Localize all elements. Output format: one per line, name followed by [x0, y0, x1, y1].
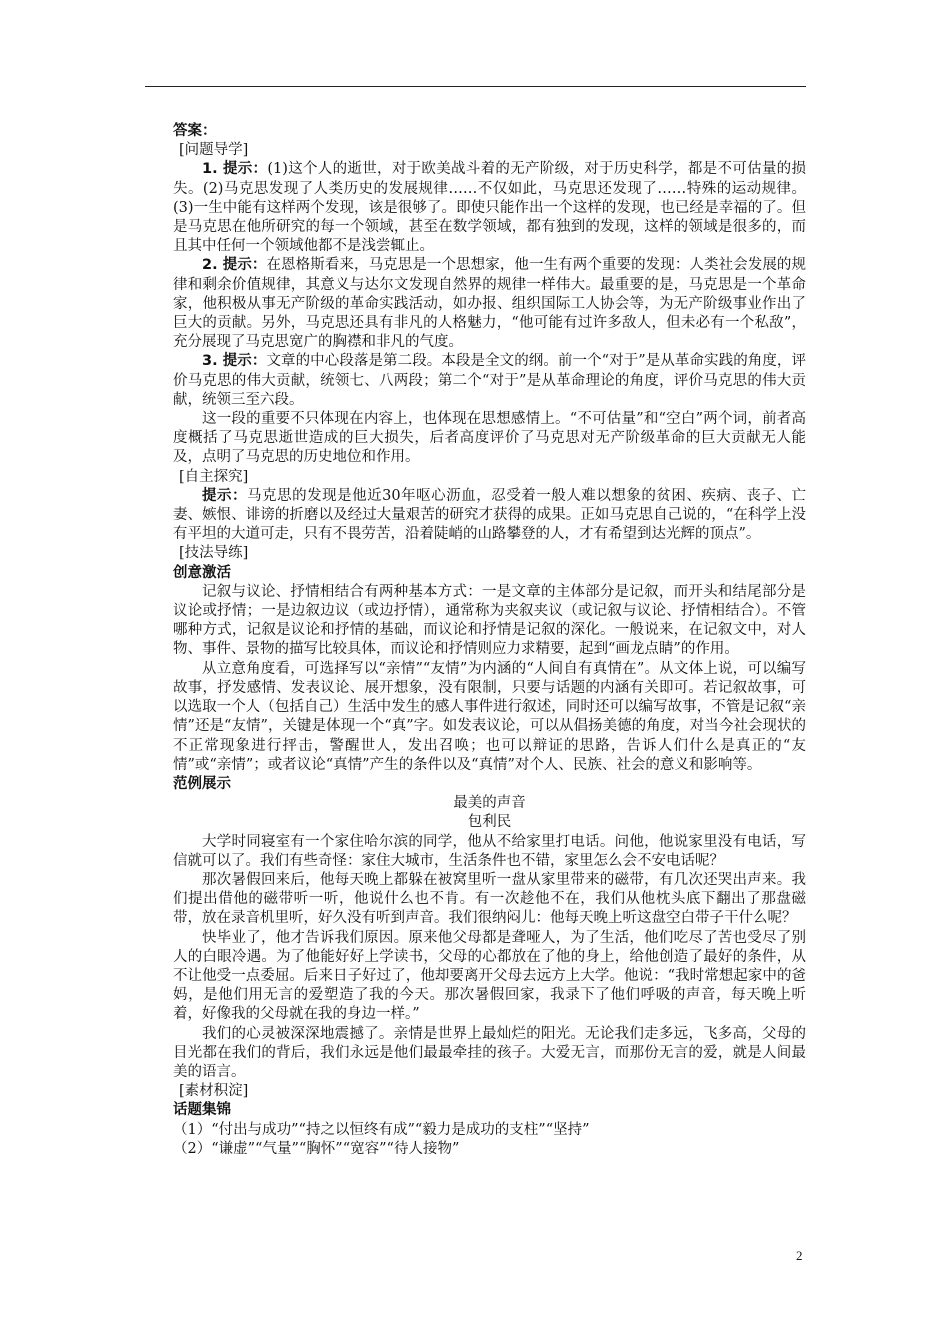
section-title-wenti: [问题导学]: [179, 142, 249, 159]
chuangyi-para-2: 从立意角度看，可选择写以“亲情”“友情”为内涵的“人间自有真情在”。从文体上说，可以编写故事，抒发感情、发表议论、展开想象，没有限制，只要与话题的内涵有关即可。若记叙故事，可以选取一个人（包括自己）生活中发生的感人事件进行叙述，同时还可以编写故事，不管是记叙“亲情”还是“友情”，关键是体现一个“真”字。如发表议论，可以从倡扬美德的角度，对当今社会现状的不正常现象进行抨击，警醒世人，发出召唤；也可以辩证的思路，告诉人们什么是真正的“友情”或“亲情”；或者议论“真情”产生的条件以及“真情”对个人、民族、社会的意义和影响等。: [173, 660, 806, 773]
header-rule: [145, 86, 806, 87]
answer-2: [173, 256, 806, 352]
hint-label: 1. 提示：: [202, 161, 268, 178]
answer-3-text: 文章的中心段落是第二段。本段是全文的纲。前一个“对于”是从革命实践的角度，评价马克思的伟大贡献，统领七、八两段；第二个“对于”是从革命理论的角度，评价马克思的伟大贡献，统领三至六段。: [173, 353, 806, 408]
hint-label: 3. 提示：: [202, 353, 267, 370]
hint-label: 提示：: [202, 487, 248, 504]
list-item: （2）“谦虚”“气量”“胸怀”“宽容”“待人接物”: [173, 1140, 460, 1157]
essay-para-3: 快毕业了，他才告诉我们原因。原来他父母都是聋哑人，为了生活，他们吃尽了苦也受尽了别人的白眼冷遇。为了他能好好上学读书，父母的心都放在了他的身上，给他创造了最好的条件，从不让他受一点委屈。后来日子好过了，他却要离开父母去远方上大学。他说：“我时常想起家中的爸妈，是他们用无言的爱塑造了我的今天。那次暑假回家，我录下了他们呼吸的声音，每天晚上听着，好像我的父母就在我的身边一样。”: [173, 929, 806, 1023]
list-item: （1）“付出与成功”“持之以恒终有成”“毅力是成功的支柱”“坚持”: [173, 1121, 590, 1138]
answer-3: [173, 352, 806, 410]
zizhu-hint-text: 马克思的发现是他近30年呕心沥血，忍受着一般人难以想象的贫困、疾病、丧子、亡妻、嫉恨、诽谤的折磨以及经过大量艰苦的研究才获得的成果。正如马克思自己说的，“在科学上没有平坦的大道可走，只有不畏劳苦，沿着陡峭的山路攀登的人，才有希望到达光辉的顶点”。: [173, 487, 806, 543]
hint-label: 2. 提示：: [202, 257, 267, 274]
essay-para-4: 我们的心灵被深深地震撼了。亲情是世界上最灿烂的阳光。无论我们走多远，飞多高，父母的目光都在我们的背后，我们永远是他们最最牵挂的孩子。大爱无言，而那份无言的爱，就是人间最美的语言。: [173, 1025, 806, 1080]
section-title-zizhu: [自主探究]: [179, 468, 249, 485]
answer-heading: 答案：: [173, 123, 217, 139]
answer-3-continued: 这一段的重要不只体现在内容上，也体现在思想感情上。“不可估量”和“空白”两个词，前者高度概括了马克思逝世造成的巨大损失，后者高度评价了马克思对无产阶级革命的巨大贡献无人能及，点明了马克思的历史地位和作用。: [173, 411, 806, 466]
document-body: [173, 122, 806, 1159]
answer-1: [173, 160, 806, 256]
essay-para-2: 那次暑假回来后，他每天晚上都躲在被窝里听一盘从家里带来的磁带，有几次还哭出声来。我们提出借他的磁带听一听，他说什么也不肯。有一次趁他不在，我们从他枕头底下翻出了那盘磁带，放在录音机里听，好久没有听到声音。我们很纳闷儿：他每天晚上听这盘空白带子干什么呢？: [173, 871, 806, 927]
subheading-fanli: 范例展示: [173, 775, 231, 792]
subheading-huati: 话题集锦: [173, 1102, 231, 1119]
section-title-jifa: [技法导练]: [179, 545, 249, 562]
answer-2-text: 在恩格斯看来，马克思是一个思想家，他一生有两个重要的发现：人类社会发展的规律和剩余价值规律，其意义与达尔文发现自然界的规律一样伟大。最重要的是，马克思是一个革命家，他积极从事无产阶级的革命实践活动，如办报、组织国际工人协会等，为无产阶级事业作出了巨大的贡献。另外，马克思还具有非凡的人格魅力，“他可能有过许多敌人，但未必有一个私敌”，充分展现了马克思宽广的胸襟和非凡的气度。: [173, 257, 806, 351]
essay-title: 最美的声音: [453, 795, 526, 812]
essay-para-1: 大学时同寝室有一个家住哈尔滨的同学，他从不给家里打电话。问他，他说家里没有电话，写信就可以了。我们有些奇怪：家住大城市，生活条件也不错，家里怎么会不安电话呢？: [173, 833, 806, 869]
answer-1-text: (1)这个人的逝世，对于欧美战斗着的无产阶级，对于历史科学，都是不可估量的损失。(2)马克思发现了人类历史的发展规律……不仅如此，马克思还发现了……特殊的运动规律。(3)一生中能有这样两个发现，该是很够了。即使只能作出一个这样的发现，也已经是幸福的了。但是马克思在他所研究的每一个领域，甚至在数学领域，都有独到的发现，这样的领域是很多的，而且其中任何一个领域他都不是浅尝辄止。: [173, 161, 806, 255]
zizhu-hint: [173, 487, 806, 545]
chuangyi-para-1: 记叙与议论、抒情相结合有两种基本方式：一是文章的主体部分是记叙，而开头和结尾部分是议论或抒情；一是边叙边议（或边抒情），通常称为夹叙夹议（或记叙与议论、抒情相结合）。不管哪种方式，记叙是议论和抒情的基础，而议论和抒情是记叙的深化。一般说来，在记叙文中，对人物、事件、景物的描写比较具体，而议论和抒情则应力求精要，起到“画龙点睛”的作用。: [173, 583, 806, 658]
page-number: 2: [796, 1248, 803, 1263]
essay-author: 包利民: [467, 814, 512, 831]
subheading-chuangyi: 创意激活: [173, 564, 231, 581]
section-title-sucai: [素材积淀]: [179, 1083, 249, 1100]
